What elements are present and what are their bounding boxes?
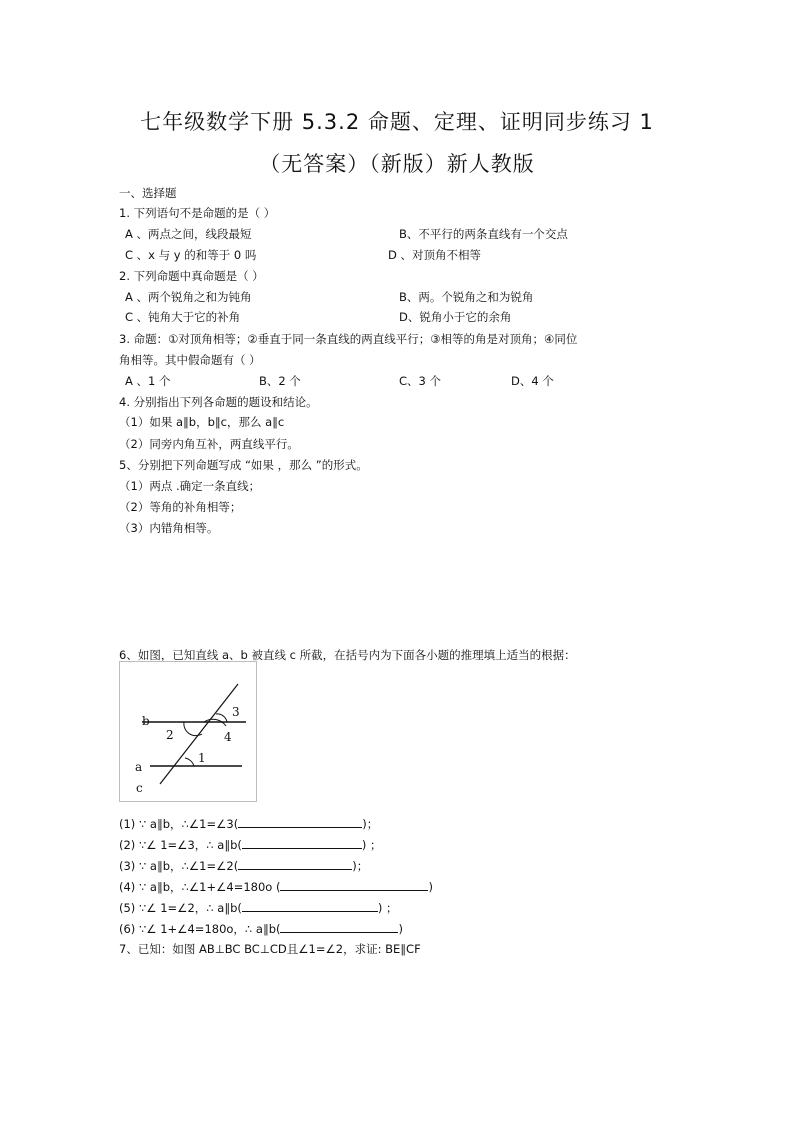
q3-stem-line-2: 角相等。其中假命题有（ ） [119, 353, 261, 367]
fig-label-c: c [136, 781, 143, 795]
q3-stem-line-1: 3. 命题：①对顶角相等；②垂直于同一条直线的两直线平行；③相等的角是对顶角；④同位 [119, 332, 578, 346]
q2-option-b: B、两。个锐角之和为锐角 [399, 290, 534, 304]
angle-3-arc [216, 714, 227, 722]
q6-reason-1-text: (1) ∵ a∥b，∴∠1=∠3( [119, 817, 239, 831]
transversal-diagram [120, 662, 258, 803]
q1-stem: 1. 下列语句不是命题的是（ ） [119, 206, 276, 220]
q6-reason-1 [119, 815, 378, 832]
q6-reason-4-text: (4) ∵ a∥b，∴∠1+∠4=180o ( [119, 880, 281, 894]
q6-reason-4-close: ) [428, 880, 433, 894]
section-heading: 一、选择题 [119, 186, 177, 200]
q6-reason-4 [119, 878, 433, 895]
q4-stem: 4. 分别指出下列各命题的题设和结论。 [119, 395, 318, 409]
q6-reason-5-blank[interactable] [242, 899, 378, 912]
q6-reason-6 [119, 920, 403, 937]
q6-stem: 6、如图，已知直线 a、b 被直线 c 所截，在括号内为下面各小题的推理填上适当的根据： [119, 648, 576, 662]
q6-reason-3-close: )； [352, 859, 369, 873]
q3-option-b: B、2 个 [259, 374, 301, 388]
q6-reason-6-text: (6) ∵∠ 1+∠4=180o，∴ a∥b( [119, 922, 281, 936]
fig-label-b: b [142, 714, 150, 728]
q4-item-1: （1）如果 a∥b，b∥c，那么 a∥c [119, 415, 285, 429]
q6-reason-2-close: ) ； [361, 838, 382, 852]
q6-reason-3 [119, 857, 368, 874]
q3-option-d: D、4 个 [511, 374, 554, 388]
q2-option-a: A 、两个锐角之和为钝角 [125, 290, 252, 304]
q2-option-d: D、锐角小于它的余角 [399, 310, 512, 324]
q6-reason-2-blank[interactable] [242, 836, 362, 849]
q1-option-d: D 、对顶角不相等 [388, 248, 482, 262]
q6-reason-6-blank[interactable] [280, 920, 398, 933]
q5-item-2: （2）等角的补角相等； [119, 500, 242, 514]
q6-reason-4-blank[interactable] [280, 878, 428, 891]
angle-1-arc [185, 758, 194, 766]
transversal-figure [119, 661, 257, 802]
worksheet-title-line-2: （无答案）（新版）新人教版 [259, 152, 535, 176]
q1-option-a: A 、两点之间，线段最短 [125, 227, 252, 241]
q1-option-c: C 、x 与 y 的和等于 0 吗 [125, 248, 257, 262]
q2-option-c: C 、钝角大于它的补角 [125, 310, 241, 324]
q6-reason-2-text: (2) ∵∠ 1=∠3，∴ a∥b( [119, 838, 242, 852]
fig-label-a: a [135, 760, 143, 774]
q5-item-3: （3）内错角相等。 [119, 521, 219, 535]
q1-option-b: B、不平行的两条直线有一个交点 [399, 227, 568, 241]
q6-reason-6-close: ) [398, 922, 403, 936]
q4-item-2: （2）同旁内角互补，两直线平行。 [119, 437, 299, 451]
fig-label-3: 3 [232, 705, 240, 719]
fig-label-4: 4 [224, 730, 232, 744]
fig-label-2: 2 [166, 728, 174, 742]
q5-item-1: （1）两点 .确定一条直线； [119, 479, 261, 493]
q6-reason-1-close: )； [362, 817, 379, 831]
q6-reason-3-text: (3) ∵ a∥b，∴∠1=∠2( [119, 859, 239, 873]
q5-stem: 5、分别把下列命题写成 “如果 ，那么 ”的形式。 [119, 458, 368, 472]
q7-stem: 7、已知：如图 AB⊥BC BC⊥CD且∠1=∠2，求证: BE∥CF [119, 942, 421, 956]
q3-option-a: A 、1 个 [125, 374, 171, 388]
q2-stem: 2. 下列命题中真命题是（ ） [119, 269, 264, 283]
q6-reason-3-blank[interactable] [238, 857, 352, 870]
q3-option-c: C、3 个 [399, 374, 442, 388]
q6-reason-2 [119, 836, 382, 853]
q6-reason-5-close: ) ； [377, 901, 398, 915]
q6-reason-1-blank[interactable] [238, 815, 362, 828]
fig-label-1: 1 [198, 751, 206, 765]
q6-reason-5-text: (5) ∵∠ 1=∠2，∴ a∥b( [119, 901, 242, 915]
worksheet-title-line-1: 七年级数学下册 5.3.2 命题、定理、证明同步练习 1 [140, 110, 654, 134]
q6-reason-5 [119, 899, 398, 916]
